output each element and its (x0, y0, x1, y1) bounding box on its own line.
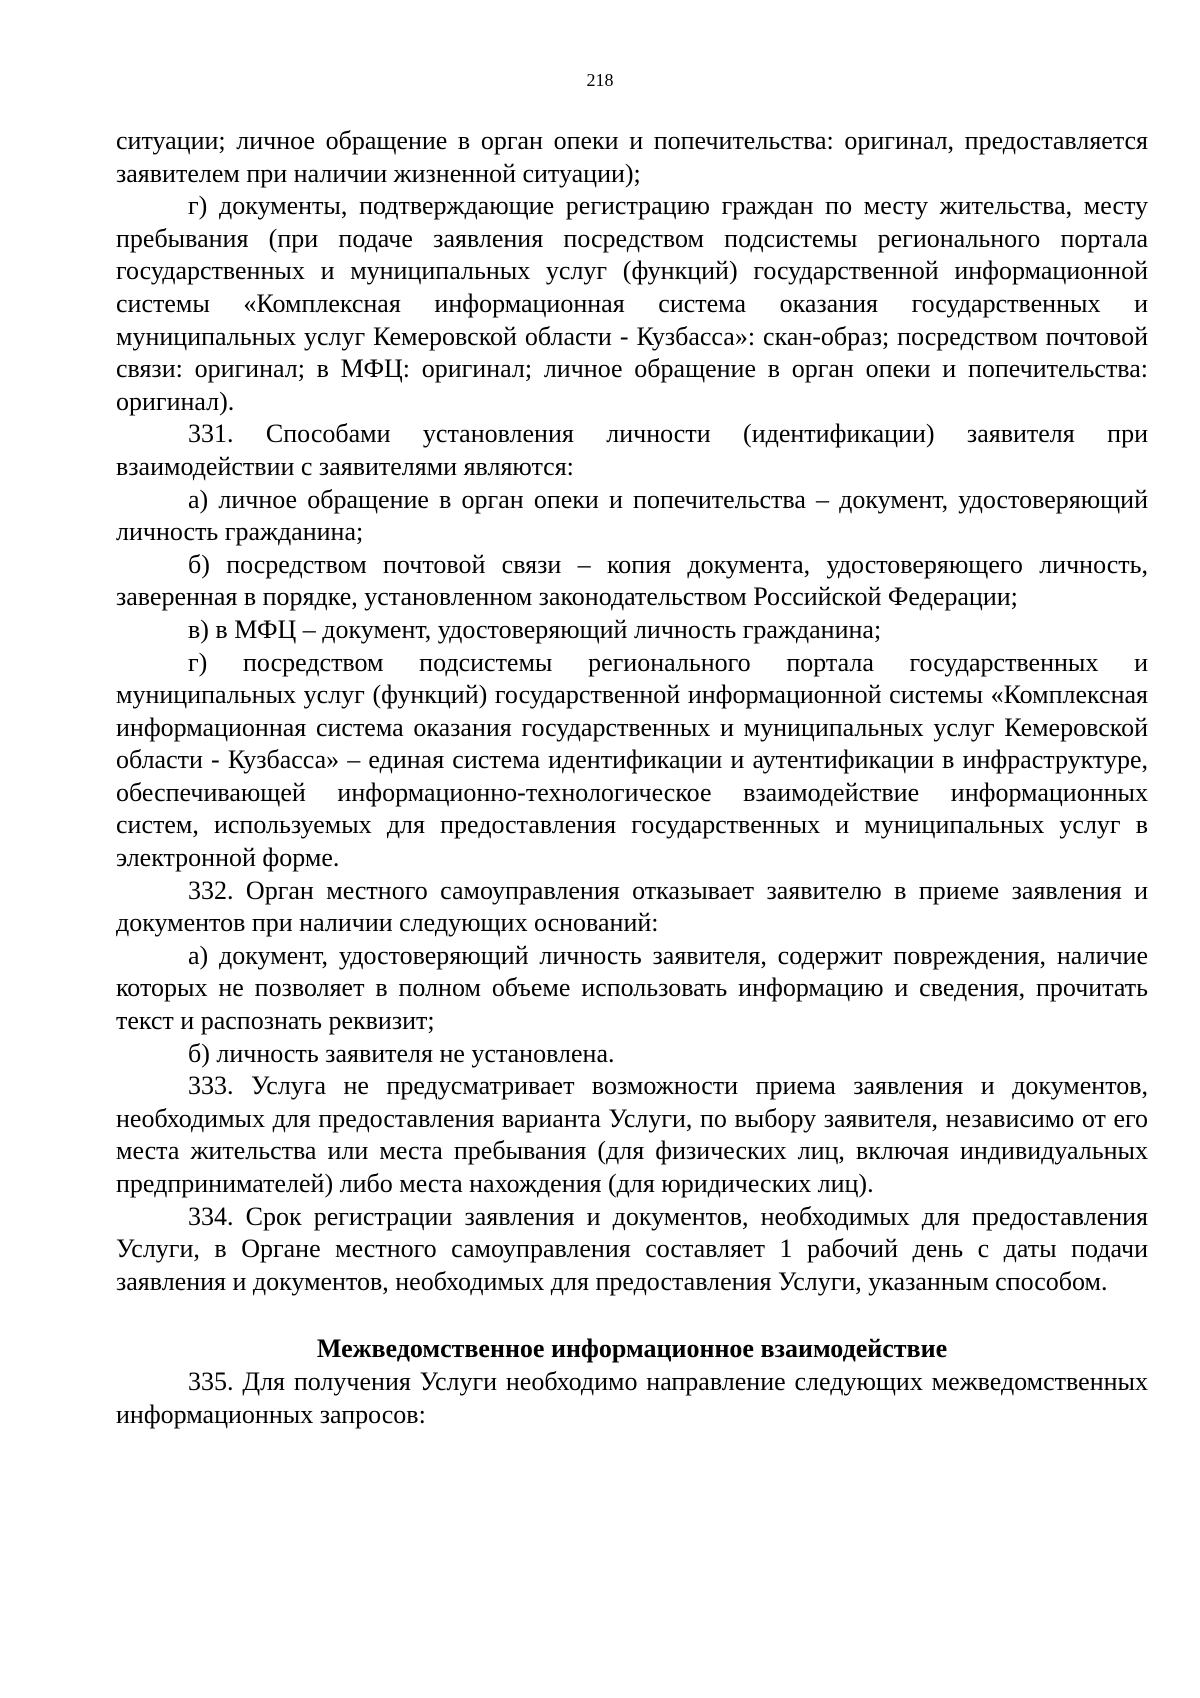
section-heading: Межведомственное информационное взаимодействие (316, 1334, 948, 1364)
paragraph: г) документы, подтверждающие регистрацию граждан по месту жительства, месту пребывания (при подаче заявления посредством подсистемы регионального портала государственных и муниципальных услуг (функций) государственной информационной системы «Комплексная информационная система оказания государственных и муниципальных услуг Кемеровской области - Кузбасса»: скан-образ; посредством почтовой связи: оригинал; в МФЦ: оригинал; личное обращение в орган опеки и попечительства: оригинал). (116, 191, 1148, 416)
paragraph-item-333: 333. Услуга не предусматривает возможности приема заявления и документов, необходимых для предоставления варианта Услуги, по выбору заявителя, независимо от его места жительства или места пребывания (для физических лиц, включая индивидуальных предпринимателей) либо места нахождения (для юридических лиц). (116, 1071, 1148, 1198)
page-number: 218 (586, 70, 614, 90)
paragraph: а) личное обращение в орган опеки и попечительства – документ, удостоверяющий личность гражданина; (116, 484, 1148, 547)
paragraph-item-332: 332. Орган местного самоуправления отказывает заявителю в приеме заявления и документов при наличии следующих оснований: (116, 875, 1148, 938)
paragraph: а) документ, удостоверяющий личность заявителя, содержит повреждения, наличие которых не позволяет в полном объеме использовать информацию и сведения, прочитать текст и распознать реквизит; (116, 940, 1148, 1036)
document-body (116, 125, 1148, 1431)
paragraph: в) в МФЦ – документ, удостоверяющий личность гражданина; (188, 614, 882, 644)
paragraph: г) посредством подсистемы регионального портала государственных и муниципальных услуг (функций) государственной информационной системы «Комплексная информационная система оказания государственных и муниципальных услуг Кемеровской области - Кузбасса» – единая система идентификации и аутентификации в инфраструктуре, обеспечивающей информационно-технологическое взаимодействие информационных систем, используемых для предоставления государственных и муниципальных услуг в электронной форме. (116, 647, 1148, 873)
paragraph: б) посредством почтовой связи – копия документа, удостоверяющего личность, заверенная в порядке, установленном законодательством Российской Федерации; (116, 549, 1148, 612)
paragraph: б) личность заявителя не установлена. (188, 1038, 615, 1068)
paragraph-item-331: 331. Способами установления личности (идентификации) заявителя при взаимодействии с заявителями являются: (116, 419, 1148, 481)
paragraph-item-334: 334. Срок регистрации заявления и документов, необходимых для предоставления Услуги, в Органе местного самоуправления составляет 1 рабочий день с даты подачи заявления и документов, необходимых для предоставления Услуги, указанным способом. (116, 1201, 1148, 1296)
paragraph-item-335: 335. Для получения Услуги необходимо направление следующих межведомственных информационных запросов: (116, 1366, 1148, 1429)
paragraph: ситуации; личное обращение в орган опеки и попечительства: оригинал, предоставляется заявителем при наличии жизненной ситуации); (116, 126, 1148, 188)
